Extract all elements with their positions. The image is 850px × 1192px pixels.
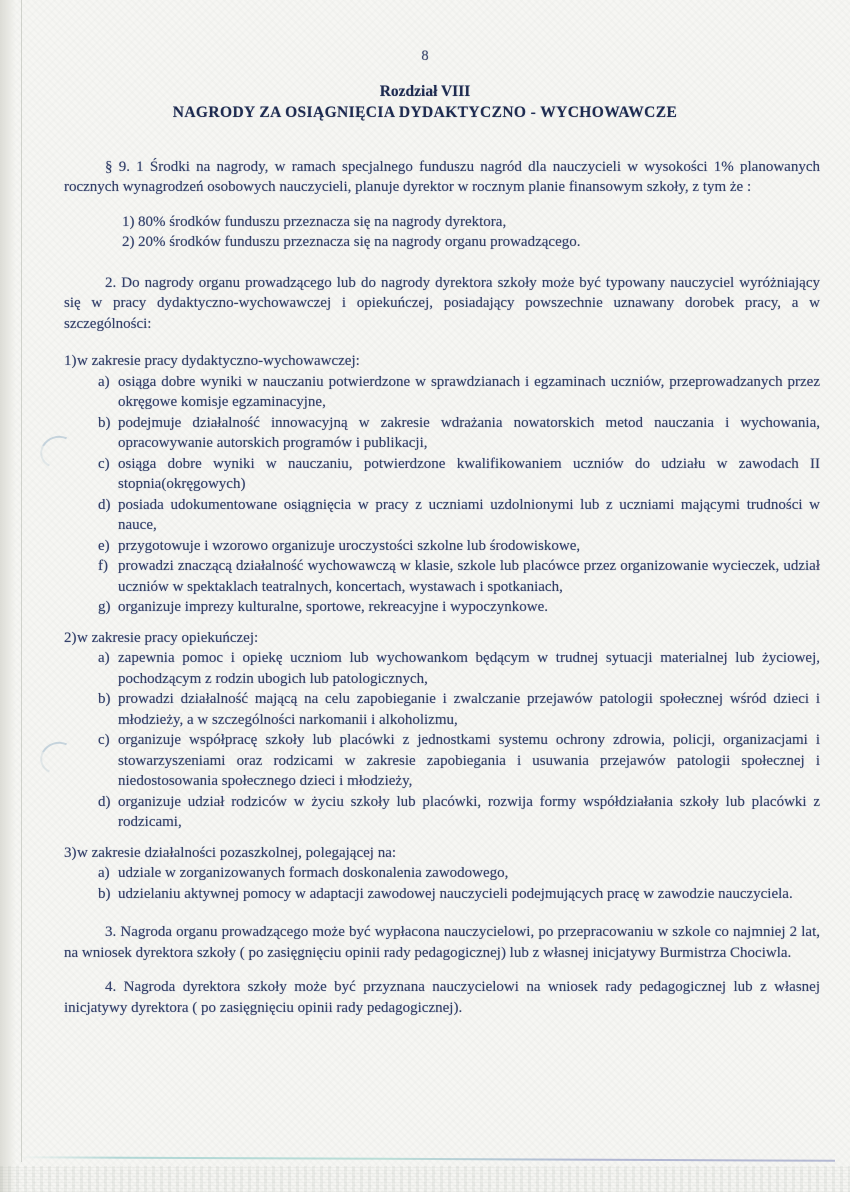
document-content (64, 0, 820, 1018)
list-item-label: a) (98, 373, 110, 390)
list-item (64, 536, 820, 557)
list-item-label: a) (98, 650, 110, 666)
list-item-text: 80% środków funduszu przeznacza się na nagrody dyrektora, (138, 213, 507, 230)
chapter-heading: Rozdział VIII (379, 82, 471, 100)
paragraph-4: 4. Nagroda dyrektora szkoły może być przyznana nauczycielowi na wniosek rady pedagogicznej lub z własnej inicjatywy dyrektora ( po zasięgnięciu opinii rady pedagogicznej). (64, 979, 820, 1016)
page-bottom-edge-line (20, 1156, 835, 1162)
list-item-label: 1) (122, 213, 135, 230)
paragraph-9-intro: § 9. 1 Środki na nagrody, w ramach specjalnego funduszu nagród dla nauczycieli w wysokości 1% planowanych rocznych wynagrodzeń osobowych nauczycieli, planuje dyrektor w rocznym planie finansowym szkoły, z tym że : (64, 158, 820, 195)
list-item-text: organizuje udział rodziców w życiu szkoły lub placówki, rozwija formy współdziałania szkoły lub placówki z rodzicami, (118, 793, 820, 830)
area-heading-text: w zakresie pracy dydaktyczno-wychowawczej: (77, 353, 360, 369)
list-item (64, 212, 820, 233)
paragraph-2-intro: 2. Do nagrody organu prowadzącego lub do nagrody dyrektora szkoły może być typowany nauczyciel wyróżniający się w pracy dydaktyczno-wychowawczej i opiekuńczej, posiadający powszechnie uznawany dorobek pracy, a w szczególności: (64, 274, 820, 332)
list-item (64, 648, 820, 689)
list-item-text: 20% środków funduszu przeznacza się na nagrody organu prowadzącego. (138, 234, 581, 250)
list-item-label: 2) (122, 234, 135, 250)
list-item (64, 597, 820, 618)
list-item-text: posiada udokumentowane osiągnięcia w pracy z uczniami uzdolnionymi lub z uczniami mającymi trudności w nauce, (118, 496, 820, 533)
list-item (64, 792, 820, 833)
list-item-text: podejmuje działalność innowacyjną w zakresie wdrażania nowatorskich metod nauczania i wychowania, opracowywanie autorskich programów i publikacji, (118, 414, 820, 451)
area-heading (64, 843, 820, 864)
area-didactic (64, 351, 820, 618)
list-item (64, 495, 820, 536)
area-label: 1) (64, 353, 77, 369)
list-item-text: organizuje współpracę szkoły lub placówki z jednostkami systemu ochrony zdrowia, policji, organizacjami i stowarzyszeniami oraz rodzicami w zakresie zapobiegania i usuwania przejawów patologii społecznej i niedostosowania społecznego dzieci i młodzieży, (118, 732, 820, 789)
list-item (64, 863, 820, 884)
list-item-text: osiąga dobre wyniki w nauczaniu potwierdzone w sprawdzianach i egzaminach uczniów, przeprowadzanych przez okręgowe komisje egzaminacyjne, (118, 373, 820, 410)
area-extracurricular (64, 843, 820, 905)
area-heading-text: w zakresie pracy opiekuńczej: (77, 629, 259, 646)
page-number: 8 (421, 48, 429, 64)
list-item-label: a) (98, 865, 110, 881)
list-item (64, 730, 820, 792)
list-item-text: udzielaniu aktywnej pomocy w adaptacji zawodowej nauczycieli podejmujących pracę w zawodzie nauczyciela. (118, 885, 793, 902)
list-item (64, 556, 820, 597)
list-item-label: b) (98, 414, 111, 431)
list-item-text: prowadzi działalność mającą na celu zapobieganie i zwalczanie przejawów patologii społecznej wśród dzieci i młodzieży, a w szczególności narkomanii i alkoholizmu, (118, 691, 820, 728)
paragraph-3: 3. Nagroda organu prowadzącego może być wypłacona nauczycielowi, po przepracowaniu w szkole co najmniej 2 lat, na wniosek dyrektora szkoły ( po zasięgnięciu opinii rady pedagogicznej) lub z własnej inicjatywy Burmistrza Chociwla. (64, 924, 820, 961)
list-item (64, 413, 820, 454)
page-header (0, 0, 850, 124)
list-item-text: udziale w zorganizowanych formach doskonalenia zawodowego, (118, 865, 509, 881)
fund-split-list (64, 212, 820, 253)
list-item (64, 884, 820, 905)
scan-left-edge-shadow (0, 0, 16, 1192)
list-item-label: g) (98, 599, 111, 615)
area-heading (64, 628, 820, 649)
list-item-label: c) (98, 455, 110, 472)
area-care (64, 628, 820, 833)
area-label: 2) (64, 629, 77, 646)
list-item-text: osiąga dobre wyniki w nauczaniu, potwierdzone kwalifikowaniem uczniów do udziału w zawodach II stopnia(okręgowych) (118, 455, 820, 492)
list-item-label: b) (98, 691, 111, 707)
list-item-label: b) (98, 885, 111, 902)
list-item-label: e) (98, 537, 110, 554)
list-item (64, 372, 820, 413)
scan-noise-band (0, 1166, 850, 1192)
list-item-label: d) (98, 793, 111, 810)
list-item-text: prowadzi znaczącą działalność wychowawczą w klasie, szkole lub placówce przez organizowanie wycieczek, udział uczniów w spektaklach teatralnych, koncertach, wystawach i spotkaniach, (118, 558, 820, 595)
list-item-label: d) (98, 496, 111, 513)
list-item (64, 454, 820, 495)
area-heading (64, 351, 820, 372)
chapter-title: NAGRODY ZA OSIĄGNIĘCIA DYDAKTYCZNO - WYCHOWAWCZE (172, 104, 678, 121)
list-item-text: przygotowuje i wzorowo organizuje uroczystości szkolne lub środowiskowe, (118, 537, 581, 554)
list-item-text: zapewnia pomoc i opiekę uczniom lub wychowankom będącym w trudnej sytuacji materialnej lub życiowej, pochodzącym z rodzin ubogich lub patologicznych, (118, 650, 820, 687)
list-item-label: c) (98, 732, 110, 748)
area-heading-text: w zakresie działalności pozaszkolnej, polegającej na: (77, 844, 397, 861)
list-item (64, 689, 820, 730)
page-edge-line (21, 0, 22, 1162)
area-label: 3) (64, 844, 77, 861)
list-item-label: f) (98, 558, 108, 574)
list-item-text: organizuje imprezy kulturalne, sportowe, rekreacyjne i wypoczynkowe. (118, 599, 548, 615)
list-item (64, 232, 820, 253)
